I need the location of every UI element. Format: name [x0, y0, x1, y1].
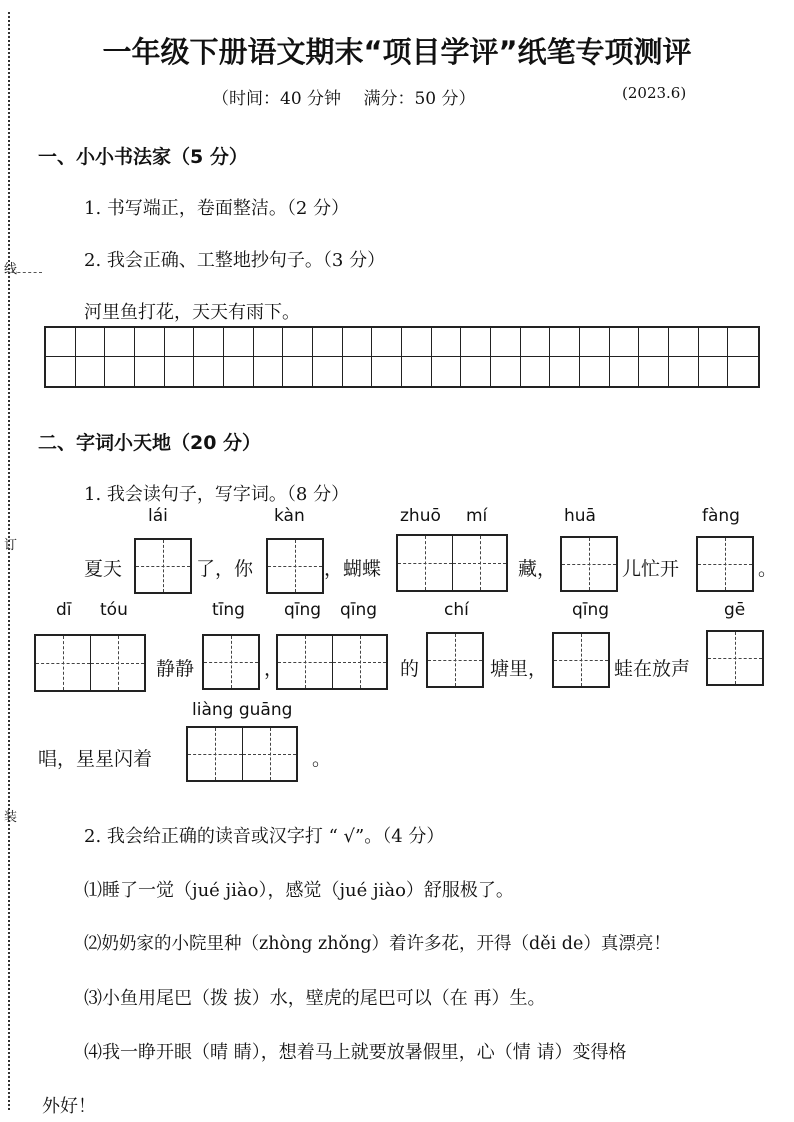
grid-cell[interactable]	[105, 328, 135, 357]
binding-char-zhuang: 装	[4, 810, 18, 825]
q2-item-1: ⑴睡了一觉（jué jiào），感觉（jué jiào）舒服极了。	[84, 880, 514, 901]
answer-box-liangguang[interactable]	[186, 726, 298, 782]
binding-char-ding: 订	[4, 538, 18, 553]
grid-cell[interactable]	[224, 357, 254, 386]
grid-cell[interactable]	[372, 328, 402, 357]
word-tangli: 塘里，	[490, 658, 548, 680]
grid-cell[interactable]	[669, 357, 699, 386]
grid-cell[interactable]	[728, 328, 758, 357]
grid-cell[interactable]	[580, 328, 610, 357]
grid-cell[interactable]	[432, 328, 462, 357]
grid-cell[interactable]	[521, 328, 551, 357]
word-period-1: 。	[758, 558, 778, 580]
q2-item-2: ⑵奶奶家的小院里种（zhòng zhǒng）着许多花，开得（děi de）真漂亮！	[84, 934, 671, 954]
grid-cell[interactable]	[254, 328, 284, 357]
grid-cell[interactable]	[550, 328, 580, 357]
section2-q1-title: 1. 我会读句子，写字词。（8 分）	[84, 484, 350, 505]
pinyin-lai: lái	[148, 506, 168, 526]
exam-info: （时间：40 分钟 满分：50 分）	[212, 89, 476, 109]
pinyin-mi: mí	[466, 506, 488, 526]
grid-cell[interactable]	[610, 357, 640, 386]
grid-cell[interactable]	[402, 357, 432, 386]
answer-box-zhuomi[interactable]	[396, 534, 508, 592]
grid-cell[interactable]	[491, 328, 521, 357]
section1-q2: 2. 我会正确、工整地抄句子。（3 分）	[84, 250, 386, 271]
grid-cell[interactable]	[224, 328, 254, 357]
pinyin-ting: tīng	[212, 600, 245, 620]
pinyin-qing-3: qīng	[572, 600, 610, 620]
grid-cell[interactable]	[699, 328, 729, 357]
grid-cell[interactable]	[402, 328, 432, 357]
grid-cell[interactable]	[254, 357, 284, 386]
grid-cell[interactable]	[699, 357, 729, 386]
word-wa-zai-fang-sheng: 蛙在放声	[614, 658, 691, 680]
grid-cell[interactable]	[76, 357, 106, 386]
grid-cell[interactable]	[165, 328, 195, 357]
grid-cell[interactable]	[669, 328, 699, 357]
pinyin-ge: gē	[724, 600, 746, 620]
copy-writing-grid[interactable]	[44, 326, 760, 388]
section1-heading: 一、小小书法家（5 分）	[38, 146, 248, 168]
pinyin-hua: huā	[564, 506, 596, 526]
pinyin-liangguang: liàng guāng	[192, 700, 293, 720]
word-er-mang-kai: 儿忙开	[622, 558, 680, 580]
answer-box-kan[interactable]	[266, 538, 324, 594]
grid-cell[interactable]	[313, 357, 343, 386]
grid-cell[interactable]	[194, 357, 224, 386]
grid-cell[interactable]	[639, 328, 669, 357]
answer-box-ting[interactable]	[202, 634, 260, 690]
grid-cell[interactable]	[372, 357, 402, 386]
q2-item-3: ⑶小鱼用尾巴（拨 拔）水，壁虎的尾巴可以（在 再）生。	[84, 988, 546, 1009]
pinyin-di: dī	[56, 600, 72, 620]
exam-date: (2023.6)	[622, 84, 687, 102]
page-title: 一年级下册语文期末“项目学评”纸笔专项测评	[102, 35, 692, 69]
section2-q2-title: 2. 我会给正确的读音或汉字打 “ √”。（4 分）	[84, 826, 445, 847]
grid-cell[interactable]	[313, 328, 343, 357]
grid-cell[interactable]	[343, 328, 373, 357]
grid-cell[interactable]	[461, 357, 491, 386]
grid-cell[interactable]	[135, 328, 165, 357]
pinyin-tou: tóu	[100, 600, 128, 620]
word-cang: 藏，	[518, 558, 557, 580]
grid-cell[interactable]	[194, 328, 224, 357]
grid-cell[interactable]	[461, 328, 491, 357]
word-le-ni: 了，你	[196, 558, 254, 580]
q2-item-4: ⑷我一睁开眼（晴 睛），想着马上就要放暑假里，心（情 请）变得格	[84, 1042, 627, 1063]
pinyin-fang: fàng	[702, 506, 740, 526]
grid-cell[interactable]	[283, 328, 313, 357]
pinyin-qing-2: qīng	[340, 600, 378, 620]
grid-cell[interactable]	[165, 357, 195, 386]
answer-box-chi[interactable]	[426, 632, 484, 688]
word-comma: ，	[264, 658, 284, 680]
word-hudie: ，蝴蝶	[324, 558, 382, 580]
grid-cell[interactable]	[135, 357, 165, 386]
answer-box-qingqing[interactable]	[276, 634, 388, 690]
word-period-2: 。	[312, 748, 332, 770]
pinyin-kan: kàn	[274, 506, 305, 526]
grid-cell[interactable]	[728, 357, 758, 386]
pinyin-qing-1: qīng	[284, 600, 322, 620]
binding-line	[8, 12, 10, 1110]
section1-q1: 1. 书写端正，卷面整洁。（2 分）	[84, 198, 350, 219]
word-de: 的	[400, 658, 420, 680]
grid-cell[interactable]	[491, 357, 521, 386]
word-xiatian: 夏天	[84, 558, 123, 580]
grid-cell[interactable]	[343, 357, 373, 386]
binding-dash	[12, 272, 42, 273]
binding-char-xian: 线	[4, 262, 18, 277]
answer-box-lai[interactable]	[134, 538, 192, 594]
q2-item-4-cont: 外好！	[42, 1096, 96, 1117]
grid-cell[interactable]	[46, 328, 76, 357]
answer-box-ge[interactable]	[706, 630, 764, 686]
word-jingjing: 静静	[156, 658, 195, 680]
grid-cell[interactable]	[283, 357, 313, 386]
grid-cell[interactable]	[550, 357, 580, 386]
grid-cell[interactable]	[610, 328, 640, 357]
pinyin-chi: chí	[444, 600, 469, 620]
grid-cell[interactable]	[521, 357, 551, 386]
word-chang-xingxing: 唱，星星闪着	[38, 748, 153, 770]
copy-sentence: 河里鱼打花，天天有雨下。	[84, 302, 300, 323]
grid-cell[interactable]	[639, 357, 669, 386]
answer-box-fang[interactable]	[696, 536, 754, 592]
answer-box-qing[interactable]	[552, 632, 610, 688]
answer-box-hua[interactable]	[560, 536, 618, 592]
answer-box-ditou[interactable]	[34, 634, 146, 692]
grid-cell[interactable]	[76, 328, 106, 357]
grid-cell[interactable]	[580, 357, 610, 386]
grid-cell[interactable]	[105, 357, 135, 386]
section2-heading: 二、字词小天地（20 分）	[38, 432, 262, 454]
grid-cell[interactable]	[432, 357, 462, 386]
pinyin-zhuo: zhuō	[400, 506, 441, 526]
grid-cell[interactable]	[46, 357, 76, 386]
